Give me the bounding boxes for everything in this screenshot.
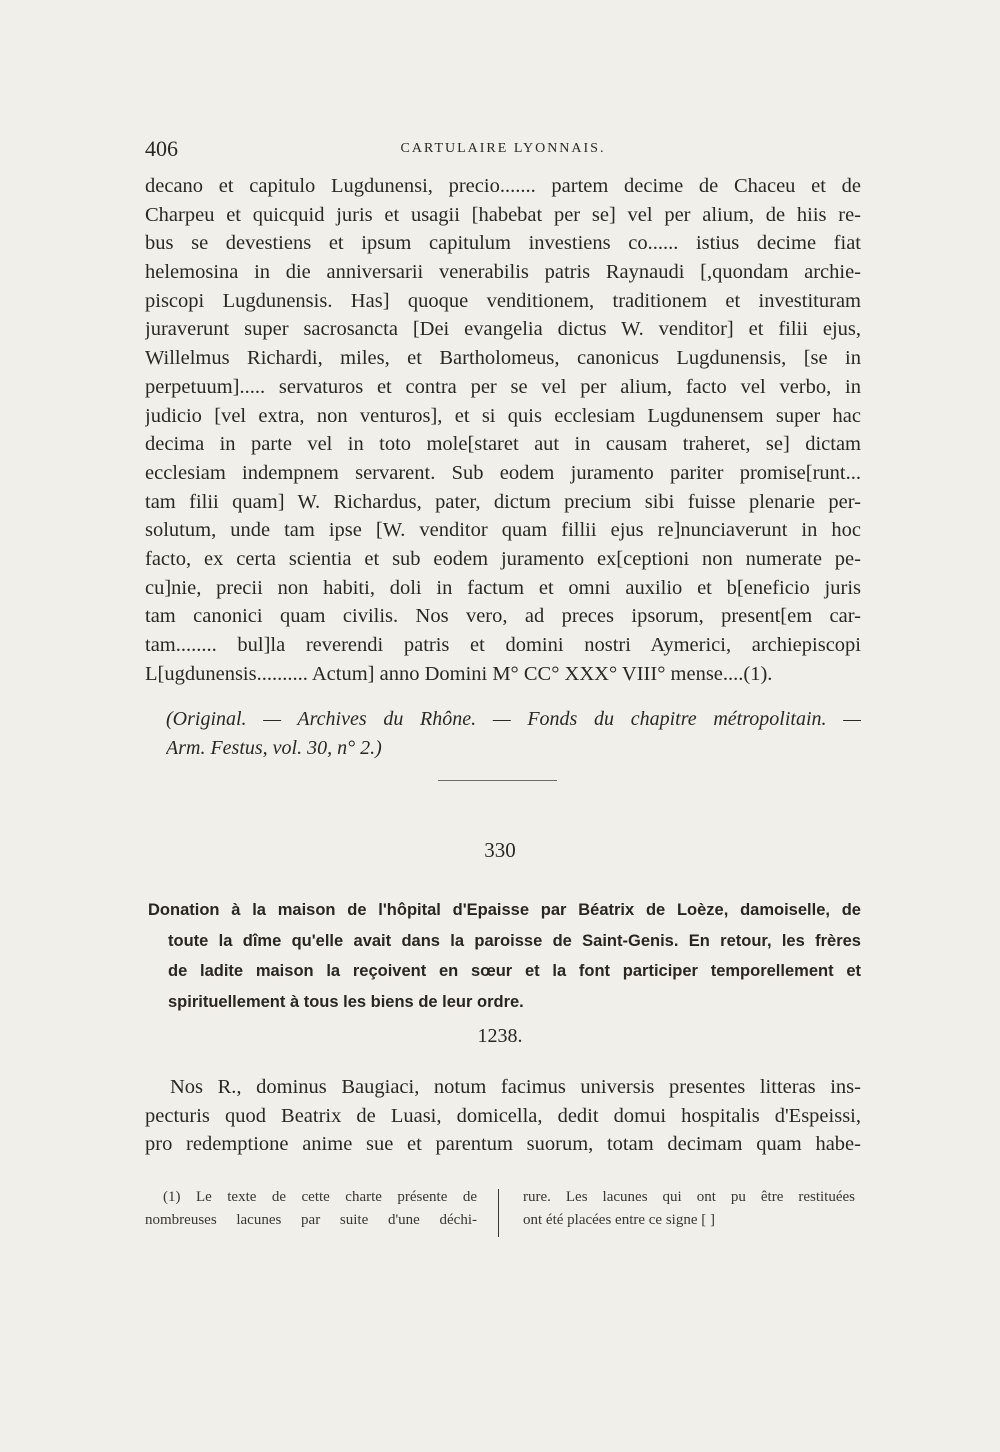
document-year: 1238. [477, 1025, 523, 1047]
text-line: Willelmus Richardi, miles, et Bartholomeus, canonicus Lugdunensis, [se in [145, 347, 861, 370]
summary-line: Donation à la maison de l'hôpital d'Epaisse par Béatrix de Loèze, damoiselle, de [148, 901, 861, 919]
text-line: decima in parte vel in toto mole[staret aut in causam traheret, se] dictam [145, 433, 861, 456]
text-line: juraverunt super sacrosancta [Dei evangelia dictus W. venditor] et filii ejus, [145, 318, 861, 341]
text-line: piscopi Lugdunensis. Has] quoque venditionem, traditionem et investituram [145, 289, 861, 312]
document-summary [148, 895, 861, 1017]
footnote-line: (1) Le texte de cette charte présente de [163, 1189, 477, 1205]
text-line: perpetuum]..... servaturos et contra per se vel per alium, facto vel verbo, in [145, 375, 861, 398]
source-line: (Original. — Archives du Rhône. — Fonds du chapitre métropolitain. — [166, 708, 861, 730]
text-line: tam........ bul]la reverendi patris et domini nostri Aymerici, archiepiscopi [145, 634, 861, 656]
footnote-line: ont été placées entre ce signe [ ] [523, 1212, 715, 1228]
text-line: pro redemptione anime sue et parentum suorum, totam decimam quam habe- [145, 1133, 861, 1156]
charter-text-continued [145, 172, 861, 688]
section-divider [438, 780, 557, 781]
text-line: solutum, unde tam ipse [W. venditor quam fillii ejus re]nunciaverunt in hoc [145, 519, 861, 542]
charter-text [145, 1073, 861, 1159]
document-number: 330 [484, 838, 516, 862]
footnote-left-column [145, 1186, 477, 1232]
summary-line: de ladite maison la reçoivent en sœur et la font participer temporellement et [168, 962, 861, 980]
footnote [145, 1186, 861, 1246]
page-number: 406 [145, 136, 178, 161]
footnote-line: nombreuses lacunes par suite d'une déchi- [145, 1212, 477, 1228]
text-line: decano et capitulo Lugdunensi, precio....... partem decime de Chaceu et de [145, 175, 861, 197]
text-line: facto, ex certa scientia et sub eodem juramento ex[ceptioni non numerate pe- [145, 547, 861, 570]
text-line: bus se devestiens et ipsum capitulum investiens co...... istius decime fiat [145, 232, 861, 255]
footnote-right-column [523, 1186, 855, 1232]
source-line: Arm. Festus, vol. 30, n° 2.) [166, 736, 382, 759]
text-line: ecclesiam indempnem servarent. Sub eodem juramento pariter promise[runt... [145, 461, 861, 484]
footnote-column-divider [498, 1189, 499, 1237]
text-line: helemosina in die anniversarii venerabilis patris Raynaudi [,quondam archie- [145, 261, 861, 284]
source-note [166, 705, 861, 762]
text-line: L[ugdunensis.......... Actum] anno Domini M° CC° XXX° VIII° mense....(1). [145, 662, 773, 685]
text-line: judicio [vel extra, non venturos], et si quis ecclesiam Lugdunensem super hac [145, 404, 861, 427]
text-line: Charpeu et quicquid juris et usagii [habebat per se] vel per alium, de hiis re- [145, 203, 861, 226]
summary-line: spirituellement à tous les biens de leur ordre. [168, 992, 524, 1011]
text-line: pecturis quod Beatrix de Luasi, domicella, dedit domui hospitalis d'Espeissi, [145, 1104, 861, 1127]
footnote-line: rure. Les lacunes qui ont pu être restituées [523, 1189, 855, 1205]
text-line: Nos R., dominus Baugiaci, notum facimus universis presentes litteras ins- [170, 1076, 861, 1098]
text-line: cu]nie, precii non habiti, doli in factum et omni auxilio et b[eneficio juris [145, 576, 861, 599]
summary-line: toute la dîme qu'elle avait dans la paroisse de Saint-Genis. En retour, les frères [168, 931, 861, 950]
text-line: tam filii quam] W. Richardus, pater, dictum precium sibi fuisse plenarie per- [145, 490, 861, 513]
text-line: tam canonici quam civilis. Nos vero, ad preces ipsorum, present[em car- [145, 605, 861, 628]
running-title: CARTULAIRE LYONNAIS. [400, 141, 606, 156]
page-header [145, 136, 861, 166]
